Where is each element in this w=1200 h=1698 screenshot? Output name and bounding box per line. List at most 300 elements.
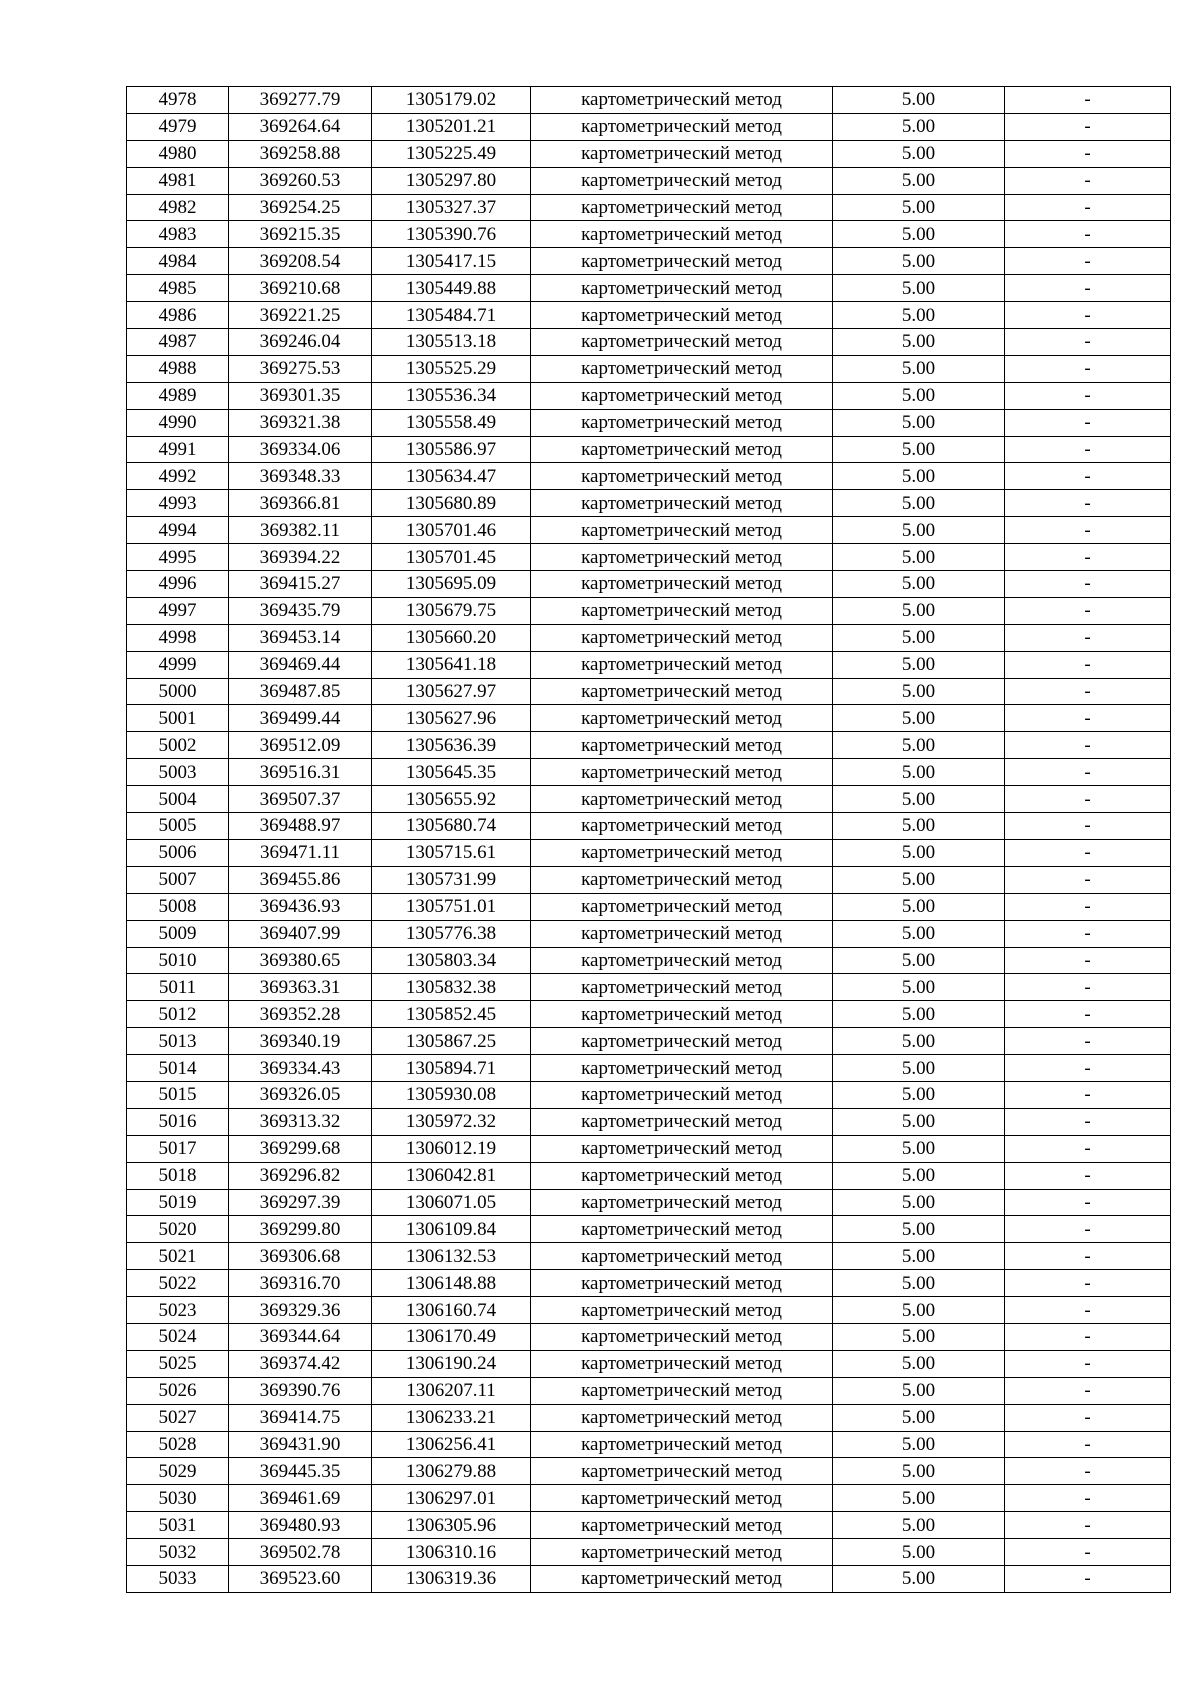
cell-method: картометрический метод xyxy=(531,624,833,651)
cell-method: картометрический метод xyxy=(531,1001,833,1028)
cell-point-number: 4993 xyxy=(127,490,229,517)
table-row xyxy=(127,1565,1171,1592)
cell-point-number: 4985 xyxy=(127,275,229,302)
cell-y-coordinate: 1306160.74 xyxy=(372,1297,531,1324)
cell-accuracy: 5.00 xyxy=(833,705,1005,732)
cell-note: - xyxy=(1005,329,1171,356)
cell-method: картометрический метод xyxy=(531,920,833,947)
cell-method: картометрический метод xyxy=(531,1565,833,1592)
cell-y-coordinate: 1305832.38 xyxy=(372,974,531,1001)
cell-point-number: 5028 xyxy=(127,1431,229,1458)
table-row xyxy=(127,786,1171,813)
cell-note: - xyxy=(1005,786,1171,813)
table-row xyxy=(127,329,1171,356)
cell-method: картометрический метод xyxy=(531,705,833,732)
cell-y-coordinate: 1306190.24 xyxy=(372,1350,531,1377)
cell-y-coordinate: 1306233.21 xyxy=(372,1404,531,1431)
cell-y-coordinate: 1306305.96 xyxy=(372,1512,531,1539)
table-row xyxy=(127,893,1171,920)
cell-point-number: 4982 xyxy=(127,194,229,221)
cell-note: - xyxy=(1005,866,1171,893)
cell-x-coordinate: 369301.35 xyxy=(229,382,372,409)
cell-point-number: 4991 xyxy=(127,436,229,463)
cell-method: картометрический метод xyxy=(531,1216,833,1243)
cell-y-coordinate: 1305930.08 xyxy=(372,1081,531,1108)
cell-x-coordinate: 369313.32 xyxy=(229,1108,372,1135)
cell-note: - xyxy=(1005,87,1171,114)
table-row xyxy=(127,1404,1171,1431)
cell-x-coordinate: 369275.53 xyxy=(229,355,372,382)
cell-x-coordinate: 369264.64 xyxy=(229,113,372,140)
cell-y-coordinate: 1305776.38 xyxy=(372,920,531,947)
table-row xyxy=(127,194,1171,221)
cell-method: картометрический метод xyxy=(531,140,833,167)
cell-y-coordinate: 1306109.84 xyxy=(372,1216,531,1243)
cell-accuracy: 5.00 xyxy=(833,409,1005,436)
cell-note: - xyxy=(1005,1458,1171,1485)
cell-accuracy: 5.00 xyxy=(833,194,1005,221)
cell-x-coordinate: 369321.38 xyxy=(229,409,372,436)
cell-y-coordinate: 1305586.97 xyxy=(372,436,531,463)
cell-y-coordinate: 1305641.18 xyxy=(372,651,531,678)
table-row xyxy=(127,1350,1171,1377)
cell-x-coordinate: 369352.28 xyxy=(229,1001,372,1028)
cell-accuracy: 5.00 xyxy=(833,87,1005,114)
cell-x-coordinate: 369208.54 xyxy=(229,248,372,275)
cell-x-coordinate: 369516.31 xyxy=(229,759,372,786)
cell-x-coordinate: 369390.76 xyxy=(229,1377,372,1404)
cell-accuracy: 5.00 xyxy=(833,624,1005,651)
cell-point-number: 5004 xyxy=(127,786,229,813)
cell-method: картометрический метод xyxy=(531,759,833,786)
cell-point-number: 5015 xyxy=(127,1081,229,1108)
cell-method: картометрический метод xyxy=(531,866,833,893)
cell-y-coordinate: 1305417.15 xyxy=(372,248,531,275)
cell-note: - xyxy=(1005,1350,1171,1377)
cell-x-coordinate: 369260.53 xyxy=(229,167,372,194)
cell-accuracy: 5.00 xyxy=(833,248,1005,275)
cell-x-coordinate: 369453.14 xyxy=(229,624,372,651)
cell-note: - xyxy=(1005,275,1171,302)
cell-x-coordinate: 369502.78 xyxy=(229,1539,372,1566)
cell-method: картометрический метод xyxy=(531,490,833,517)
cell-x-coordinate: 369296.82 xyxy=(229,1162,372,1189)
table-row xyxy=(127,1055,1171,1082)
cell-x-coordinate: 369471.11 xyxy=(229,839,372,866)
cell-point-number: 5000 xyxy=(127,678,229,705)
cell-method: картометрический метод xyxy=(531,1458,833,1485)
cell-point-number: 5012 xyxy=(127,1001,229,1028)
table-row xyxy=(127,140,1171,167)
cell-note: - xyxy=(1005,113,1171,140)
cell-note: - xyxy=(1005,1565,1171,1592)
cell-accuracy: 5.00 xyxy=(833,1216,1005,1243)
cell-point-number: 4992 xyxy=(127,463,229,490)
cell-method: картометрический метод xyxy=(531,1270,833,1297)
cell-y-coordinate: 1306071.05 xyxy=(372,1189,531,1216)
cell-x-coordinate: 369380.65 xyxy=(229,947,372,974)
cell-y-coordinate: 1305627.96 xyxy=(372,705,531,732)
cell-point-number: 5003 xyxy=(127,759,229,786)
cell-y-coordinate: 1305390.76 xyxy=(372,221,531,248)
cell-accuracy: 5.00 xyxy=(833,1350,1005,1377)
cell-accuracy: 5.00 xyxy=(833,678,1005,705)
cell-point-number: 5029 xyxy=(127,1458,229,1485)
table-row xyxy=(127,1189,1171,1216)
cell-point-number: 4984 xyxy=(127,248,229,275)
cell-y-coordinate: 1305715.61 xyxy=(372,839,531,866)
cell-y-coordinate: 1306297.01 xyxy=(372,1485,531,1512)
cell-y-coordinate: 1306012.19 xyxy=(372,1135,531,1162)
cell-x-coordinate: 369455.86 xyxy=(229,866,372,893)
cell-note: - xyxy=(1005,544,1171,571)
cell-note: - xyxy=(1005,248,1171,275)
cell-note: - xyxy=(1005,194,1171,221)
cell-note: - xyxy=(1005,651,1171,678)
cell-x-coordinate: 369316.70 xyxy=(229,1270,372,1297)
cell-note: - xyxy=(1005,1216,1171,1243)
cell-x-coordinate: 369523.60 xyxy=(229,1565,372,1592)
cell-x-coordinate: 369469.44 xyxy=(229,651,372,678)
cell-y-coordinate: 1305558.49 xyxy=(372,409,531,436)
cell-note: - xyxy=(1005,1162,1171,1189)
cell-y-coordinate: 1305645.35 xyxy=(372,759,531,786)
cell-note: - xyxy=(1005,1108,1171,1135)
cell-method: картометрический метод xyxy=(531,1431,833,1458)
cell-x-coordinate: 369334.43 xyxy=(229,1055,372,1082)
cell-x-coordinate: 369394.22 xyxy=(229,544,372,571)
table-row xyxy=(127,517,1171,544)
cell-point-number: 5005 xyxy=(127,813,229,840)
cell-x-coordinate: 369366.81 xyxy=(229,490,372,517)
cell-method: картометрический метод xyxy=(531,1377,833,1404)
cell-method: картометрический метод xyxy=(531,1081,833,1108)
table-row xyxy=(127,544,1171,571)
cell-point-number: 4989 xyxy=(127,382,229,409)
table-row xyxy=(127,1458,1171,1485)
cell-note: - xyxy=(1005,1055,1171,1082)
cell-method: картометрический метод xyxy=(531,651,833,678)
cell-method: картометрический метод xyxy=(531,409,833,436)
cell-x-coordinate: 369480.93 xyxy=(229,1512,372,1539)
cell-note: - xyxy=(1005,167,1171,194)
cell-y-coordinate: 1305634.47 xyxy=(372,463,531,490)
table-row xyxy=(127,1001,1171,1028)
cell-point-number: 5018 xyxy=(127,1162,229,1189)
cell-x-coordinate: 369246.04 xyxy=(229,329,372,356)
table-row xyxy=(127,113,1171,140)
cell-y-coordinate: 1305972.32 xyxy=(372,1108,531,1135)
cell-note: - xyxy=(1005,1404,1171,1431)
cell-point-number: 4986 xyxy=(127,302,229,329)
cell-x-coordinate: 369277.79 xyxy=(229,87,372,114)
table-row xyxy=(127,463,1171,490)
cell-accuracy: 5.00 xyxy=(833,355,1005,382)
cell-accuracy: 5.00 xyxy=(833,113,1005,140)
cell-note: - xyxy=(1005,1431,1171,1458)
cell-method: картометрический метод xyxy=(531,329,833,356)
cell-accuracy: 5.00 xyxy=(833,1565,1005,1592)
table-row xyxy=(127,1028,1171,1055)
table-row xyxy=(127,839,1171,866)
cell-y-coordinate: 1306256.41 xyxy=(372,1431,531,1458)
cell-point-number: 5020 xyxy=(127,1216,229,1243)
cell-point-number: 5006 xyxy=(127,839,229,866)
table-row xyxy=(127,1431,1171,1458)
cell-note: - xyxy=(1005,1028,1171,1055)
coordinates-table xyxy=(126,86,1171,1593)
table-row xyxy=(127,1162,1171,1189)
cell-x-coordinate: 369215.35 xyxy=(229,221,372,248)
cell-accuracy: 5.00 xyxy=(833,436,1005,463)
cell-point-number: 5010 xyxy=(127,947,229,974)
cell-method: картометрический метод xyxy=(531,382,833,409)
cell-y-coordinate: 1305179.02 xyxy=(372,87,531,114)
cell-point-number: 4998 xyxy=(127,624,229,651)
cell-point-number: 4997 xyxy=(127,597,229,624)
cell-note: - xyxy=(1005,1512,1171,1539)
table-row xyxy=(127,1323,1171,1350)
cell-x-coordinate: 369431.90 xyxy=(229,1431,372,1458)
cell-x-coordinate: 369348.33 xyxy=(229,463,372,490)
cell-accuracy: 5.00 xyxy=(833,517,1005,544)
cell-note: - xyxy=(1005,355,1171,382)
cell-y-coordinate: 1306319.36 xyxy=(372,1565,531,1592)
table-row xyxy=(127,1216,1171,1243)
cell-accuracy: 5.00 xyxy=(833,140,1005,167)
cell-point-number: 4979 xyxy=(127,113,229,140)
cell-method: картометрический метод xyxy=(531,1323,833,1350)
table-row xyxy=(127,1243,1171,1270)
table-row xyxy=(127,813,1171,840)
table-row xyxy=(127,597,1171,624)
cell-x-coordinate: 369340.19 xyxy=(229,1028,372,1055)
cell-accuracy: 5.00 xyxy=(833,597,1005,624)
cell-accuracy: 5.00 xyxy=(833,463,1005,490)
cell-y-coordinate: 1306207.11 xyxy=(372,1377,531,1404)
cell-method: картометрический метод xyxy=(531,544,833,571)
cell-y-coordinate: 1305731.99 xyxy=(372,866,531,893)
cell-x-coordinate: 369306.68 xyxy=(229,1243,372,1270)
cell-accuracy: 5.00 xyxy=(833,1539,1005,1566)
cell-y-coordinate: 1305655.92 xyxy=(372,786,531,813)
cell-note: - xyxy=(1005,947,1171,974)
cell-method: картометрический метод xyxy=(531,436,833,463)
cell-y-coordinate: 1305449.88 xyxy=(372,275,531,302)
cell-method: картометрический метод xyxy=(531,194,833,221)
cell-y-coordinate: 1305225.49 xyxy=(372,140,531,167)
cell-note: - xyxy=(1005,597,1171,624)
cell-accuracy: 5.00 xyxy=(833,1028,1005,1055)
cell-y-coordinate: 1306148.88 xyxy=(372,1270,531,1297)
cell-x-coordinate: 369488.97 xyxy=(229,813,372,840)
cell-accuracy: 5.00 xyxy=(833,571,1005,598)
cell-method: картометрический метод xyxy=(531,1404,833,1431)
cell-y-coordinate: 1305536.34 xyxy=(372,382,531,409)
cell-accuracy: 5.00 xyxy=(833,1055,1005,1082)
cell-x-coordinate: 369221.25 xyxy=(229,302,372,329)
cell-y-coordinate: 1305679.75 xyxy=(372,597,531,624)
cell-note: - xyxy=(1005,1270,1171,1297)
cell-accuracy: 5.00 xyxy=(833,1404,1005,1431)
cell-method: картометрический метод xyxy=(531,1243,833,1270)
table-row xyxy=(127,705,1171,732)
cell-y-coordinate: 1306132.53 xyxy=(372,1243,531,1270)
cell-accuracy: 5.00 xyxy=(833,920,1005,947)
table-row xyxy=(127,651,1171,678)
cell-point-number: 5023 xyxy=(127,1297,229,1324)
cell-point-number: 5033 xyxy=(127,1565,229,1592)
cell-point-number: 5002 xyxy=(127,732,229,759)
table-row xyxy=(127,866,1171,893)
table-row xyxy=(127,759,1171,786)
cell-method: картометрический метод xyxy=(531,1350,833,1377)
cell-note: - xyxy=(1005,624,1171,651)
cell-method: картометрический метод xyxy=(531,355,833,382)
cell-y-coordinate: 1306310.16 xyxy=(372,1539,531,1566)
cell-method: картометрический метод xyxy=(531,517,833,544)
cell-y-coordinate: 1305297.80 xyxy=(372,167,531,194)
cell-y-coordinate: 1305525.29 xyxy=(372,355,531,382)
table-row xyxy=(127,409,1171,436)
cell-point-number: 5016 xyxy=(127,1108,229,1135)
cell-note: - xyxy=(1005,1189,1171,1216)
cell-note: - xyxy=(1005,705,1171,732)
cell-accuracy: 5.00 xyxy=(833,329,1005,356)
table-row xyxy=(127,248,1171,275)
cell-y-coordinate: 1305894.71 xyxy=(372,1055,531,1082)
cell-method: картометрический метод xyxy=(531,113,833,140)
cell-x-coordinate: 369363.31 xyxy=(229,974,372,1001)
cell-y-coordinate: 1305201.21 xyxy=(372,113,531,140)
table-row xyxy=(127,1297,1171,1324)
table-row xyxy=(127,275,1171,302)
cell-method: картометрический метод xyxy=(531,839,833,866)
cell-accuracy: 5.00 xyxy=(833,1377,1005,1404)
cell-accuracy: 5.00 xyxy=(833,1243,1005,1270)
cell-point-number: 4983 xyxy=(127,221,229,248)
cell-accuracy: 5.00 xyxy=(833,382,1005,409)
cell-method: картометрический метод xyxy=(531,221,833,248)
cell-note: - xyxy=(1005,813,1171,840)
cell-note: - xyxy=(1005,1323,1171,1350)
cell-x-coordinate: 369254.25 xyxy=(229,194,372,221)
cell-method: картометрический метод xyxy=(531,167,833,194)
cell-accuracy: 5.00 xyxy=(833,302,1005,329)
cell-point-number: 5009 xyxy=(127,920,229,947)
cell-accuracy: 5.00 xyxy=(833,167,1005,194)
cell-x-coordinate: 369334.06 xyxy=(229,436,372,463)
cell-method: картометрический метод xyxy=(531,275,833,302)
cell-y-coordinate: 1305695.09 xyxy=(372,571,531,598)
cell-x-coordinate: 369258.88 xyxy=(229,140,372,167)
cell-accuracy: 5.00 xyxy=(833,759,1005,786)
cell-note: - xyxy=(1005,1081,1171,1108)
cell-accuracy: 5.00 xyxy=(833,1458,1005,1485)
cell-note: - xyxy=(1005,678,1171,705)
table-row xyxy=(127,947,1171,974)
cell-y-coordinate: 1305484.71 xyxy=(372,302,531,329)
cell-accuracy: 5.00 xyxy=(833,544,1005,571)
table-row xyxy=(127,1108,1171,1135)
cell-x-coordinate: 369344.64 xyxy=(229,1323,372,1350)
cell-y-coordinate: 1305513.18 xyxy=(372,329,531,356)
cell-y-coordinate: 1305803.34 xyxy=(372,947,531,974)
cell-point-number: 5024 xyxy=(127,1323,229,1350)
cell-point-number: 4980 xyxy=(127,140,229,167)
cell-y-coordinate: 1305327.37 xyxy=(372,194,531,221)
cell-point-number: 4978 xyxy=(127,87,229,114)
cell-accuracy: 5.00 xyxy=(833,1081,1005,1108)
cell-method: картометрический метод xyxy=(531,87,833,114)
cell-note: - xyxy=(1005,302,1171,329)
cell-x-coordinate: 369414.75 xyxy=(229,1404,372,1431)
cell-accuracy: 5.00 xyxy=(833,732,1005,759)
table-row xyxy=(127,302,1171,329)
cell-x-coordinate: 369382.11 xyxy=(229,517,372,544)
cell-method: картометрический метод xyxy=(531,1055,833,1082)
cell-method: картометрический метод xyxy=(531,947,833,974)
cell-point-number: 5011 xyxy=(127,974,229,1001)
table-row xyxy=(127,221,1171,248)
cell-y-coordinate: 1305627.97 xyxy=(372,678,531,705)
cell-point-number: 5007 xyxy=(127,866,229,893)
cell-note: - xyxy=(1005,221,1171,248)
cell-accuracy: 5.00 xyxy=(833,839,1005,866)
cell-point-number: 4988 xyxy=(127,355,229,382)
table-row xyxy=(127,1081,1171,1108)
coordinates-table-body xyxy=(127,87,1171,1593)
cell-note: - xyxy=(1005,1135,1171,1162)
cell-x-coordinate: 369435.79 xyxy=(229,597,372,624)
table-row xyxy=(127,974,1171,1001)
cell-method: картометрический метод xyxy=(531,1512,833,1539)
cell-note: - xyxy=(1005,490,1171,517)
cell-y-coordinate: 1305680.89 xyxy=(372,490,531,517)
cell-x-coordinate: 369374.42 xyxy=(229,1350,372,1377)
cell-point-number: 5027 xyxy=(127,1404,229,1431)
cell-point-number: 5026 xyxy=(127,1377,229,1404)
cell-note: - xyxy=(1005,1297,1171,1324)
cell-x-coordinate: 369461.69 xyxy=(229,1485,372,1512)
cell-point-number: 5008 xyxy=(127,893,229,920)
cell-note: - xyxy=(1005,1377,1171,1404)
cell-method: картометрический метод xyxy=(531,248,833,275)
cell-note: - xyxy=(1005,1485,1171,1512)
cell-method: картометрический метод xyxy=(531,974,833,1001)
cell-x-coordinate: 369507.37 xyxy=(229,786,372,813)
cell-accuracy: 5.00 xyxy=(833,490,1005,517)
cell-accuracy: 5.00 xyxy=(833,974,1005,1001)
cell-x-coordinate: 369499.44 xyxy=(229,705,372,732)
cell-accuracy: 5.00 xyxy=(833,1270,1005,1297)
cell-point-number: 5031 xyxy=(127,1512,229,1539)
cell-note: - xyxy=(1005,893,1171,920)
cell-point-number: 5017 xyxy=(127,1135,229,1162)
cell-method: картометрический метод xyxy=(531,597,833,624)
cell-x-coordinate: 369299.80 xyxy=(229,1216,372,1243)
cell-accuracy: 5.00 xyxy=(833,947,1005,974)
cell-note: - xyxy=(1005,732,1171,759)
cell-note: - xyxy=(1005,463,1171,490)
table-row xyxy=(127,571,1171,598)
cell-note: - xyxy=(1005,920,1171,947)
cell-accuracy: 5.00 xyxy=(833,1512,1005,1539)
cell-method: картометрический метод xyxy=(531,1485,833,1512)
cell-method: картометрический метод xyxy=(531,786,833,813)
cell-point-number: 5001 xyxy=(127,705,229,732)
cell-x-coordinate: 369297.39 xyxy=(229,1189,372,1216)
